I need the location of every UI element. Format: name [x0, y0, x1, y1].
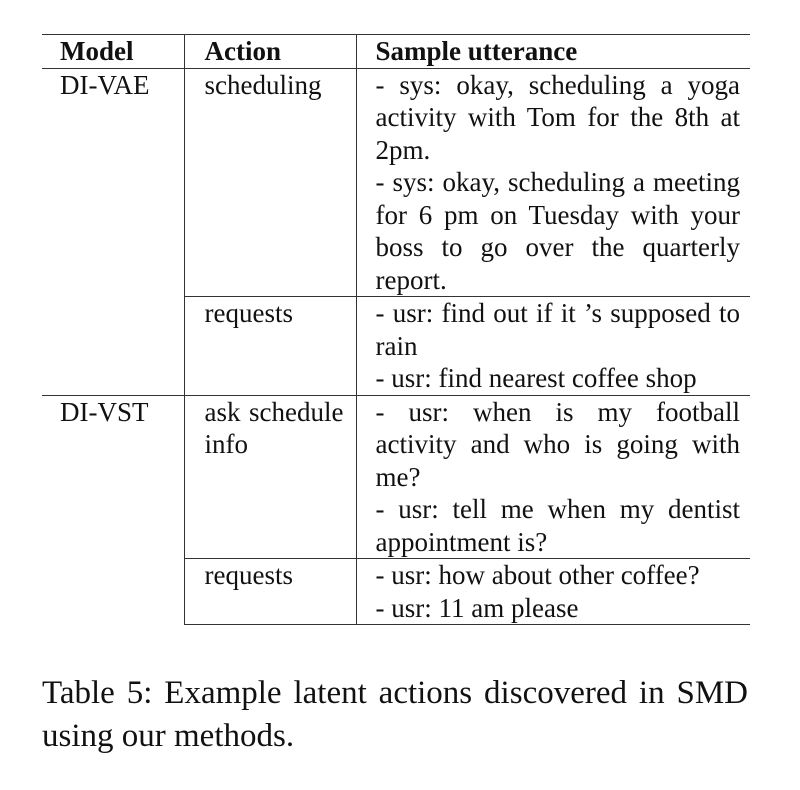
header-sample-utterance: Sample utterance [356, 35, 750, 69]
results-table [42, 34, 750, 625]
action-label: requests [204, 560, 293, 590]
utterance: - sys: okay, scheduling a meeting for 6 pm on Tuesday with your boss to go over the quarterly report. [375, 167, 740, 295]
model-cell: DI-VST [42, 395, 184, 625]
action-label: scheduling [204, 69, 322, 100]
table-header-row [42, 35, 750, 69]
utterance: - usr: how about other coffee? [375, 560, 700, 590]
action-label: requests [204, 298, 293, 328]
utterance-cell [356, 395, 750, 559]
table-row [42, 68, 750, 297]
table-caption: Table 5: Example latent actions discovered in SMD using our methods. [42, 675, 748, 754]
table-row [42, 395, 750, 559]
utterance-cell [356, 68, 750, 297]
model-cell: DI-VAE [60, 69, 150, 100]
action-cell [184, 559, 356, 625]
utterance-cell [356, 559, 750, 625]
utterance: - usr: find out if it ’s supposed to rain [375, 298, 740, 361]
action-cell [184, 68, 356, 297]
action-label: ask schedule info [204, 396, 344, 459]
utterance: - usr: tell me when my dentist appointment is? [375, 494, 740, 557]
utterance: - sys: okay, scheduling a yoga activity with Tom for the 8th at 2pm. [375, 69, 740, 165]
action-cell [184, 395, 356, 559]
header-action: Action [184, 35, 356, 69]
action-cell [184, 297, 356, 396]
utterance-cell [356, 297, 750, 396]
utterance: - usr: 11 am please [375, 592, 579, 623]
utterance: - usr: when is my football activity and who is going with me? [375, 396, 740, 492]
utterance: - usr: find nearest coffee shop [375, 363, 697, 393]
header-model: Model [60, 36, 134, 66]
